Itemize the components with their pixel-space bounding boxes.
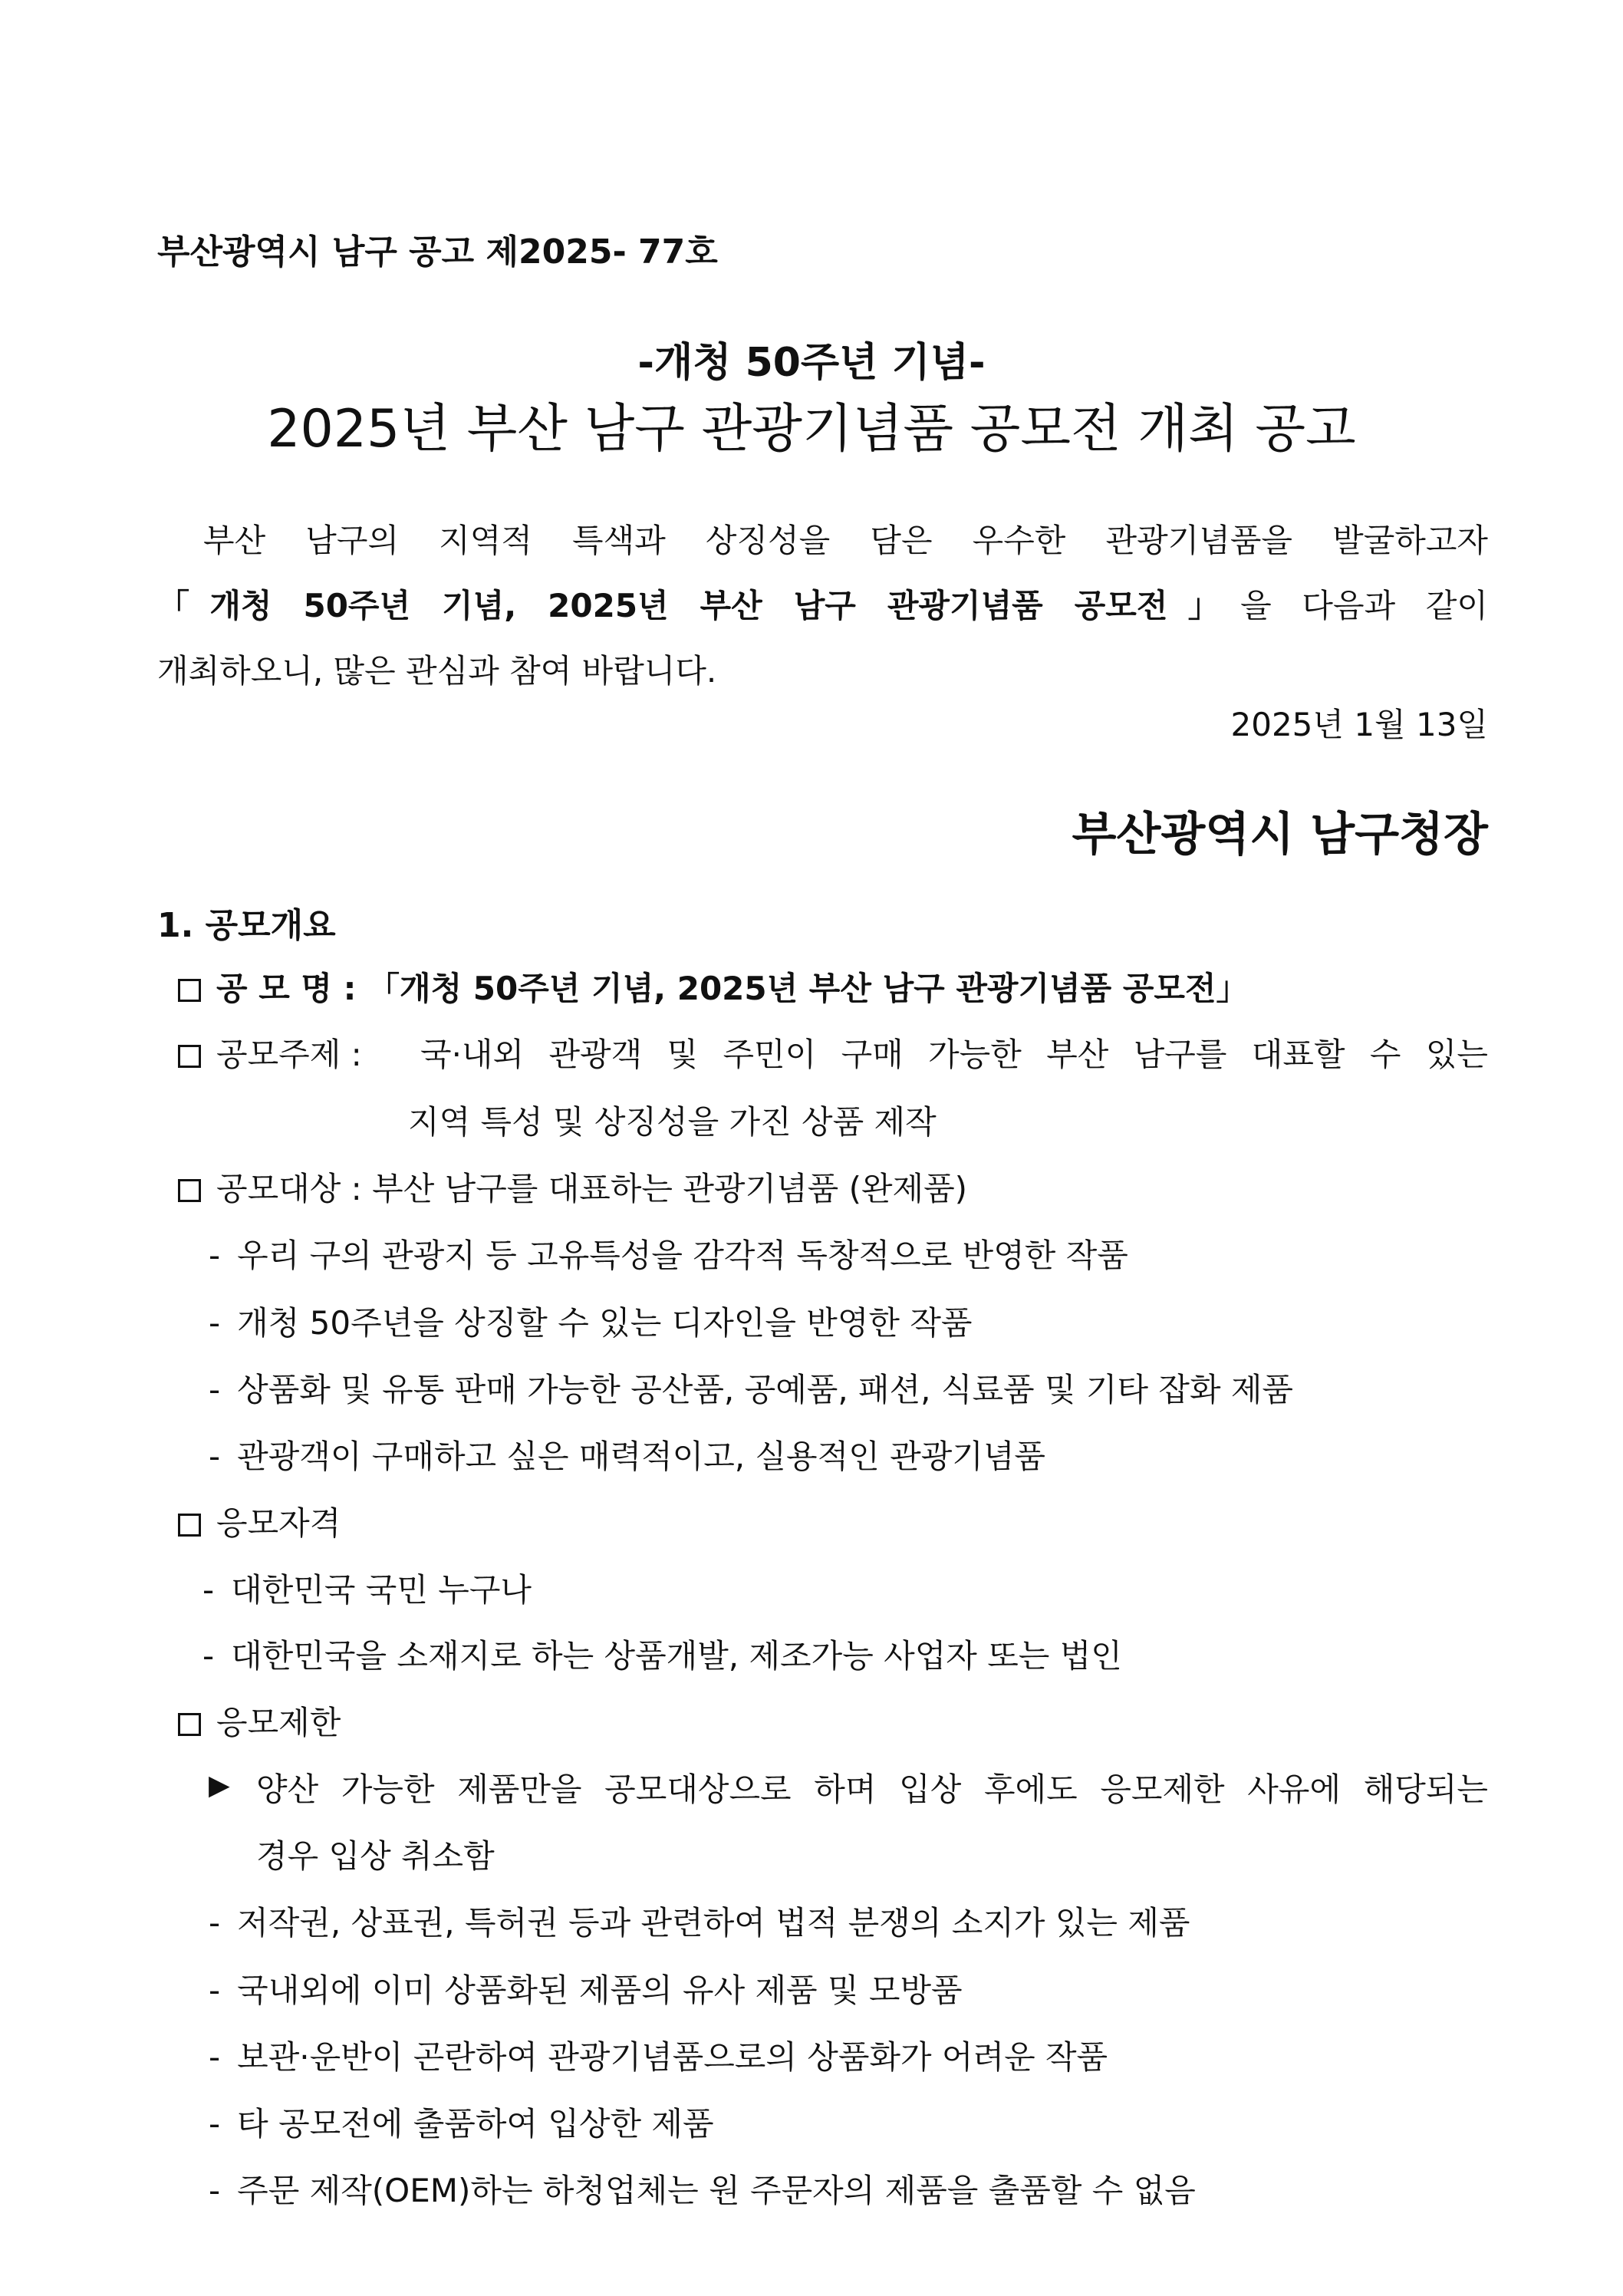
list-item: - 대한민국 국민 누구나	[202, 1571, 532, 1609]
checkbox-square-icon	[178, 979, 201, 1002]
restriction-row: 응모제한	[178, 1698, 341, 1744]
checkbox-square-icon	[178, 1045, 201, 1068]
checkbox-square-icon	[178, 1514, 201, 1537]
page-title: 2025년 부산 남구 관광기념품 공모전 개최 공고	[267, 399, 1356, 460]
checkbox-square-icon	[178, 1713, 201, 1736]
list-item: - 대한민국을 소재지로 하는 상품개발, 제조가능 사업자 또는 법인	[202, 1637, 1122, 1675]
intro-line-2: 「개청 50주년 기념, 2025년 부산 남구 관광기념품 공모전」을 다음과 같이	[157, 587, 1488, 624]
contest-name-row: 공 모 명 : 「개청 50주년 기념, 2025년 부산 남구 관광기념품 공모전」	[178, 964, 1249, 1010]
notice-number: 부산광역시 남구 공고 제2025- 77호	[157, 232, 718, 272]
contest-name-bold: 「개청 50주년 기념, 2025년 부산 남구 관광기념품 공모전」	[157, 587, 1241, 624]
theme-line-2: 지역 특성 및 상징성을 가진 상품 제작	[408, 1103, 937, 1141]
list-item: - 상품화 및 유통 판매 가능한 공산품, 공예품, 패션, 식료품 및 기타 잡화 제품	[209, 1371, 1294, 1408]
intro-paragraph	[157, 508, 1488, 703]
list-item: - 보관·운반이 곤란하여 관광기념품으로의 상품화가 어려운 작품	[209, 2038, 1108, 2076]
theme-row: 공모주제 :	[178, 1029, 362, 1076]
list-item: - 관광객이 구매하고 싶은 매력적이고, 실용적인 관광기념품	[209, 1438, 1045, 1475]
list-item: - 저작권, 상표권, 특허권 등과 관련하여 법적 분쟁의 소지가 있는 제품	[209, 1904, 1190, 1942]
checkbox-square-icon	[178, 1179, 201, 1202]
triangle-bullet-icon: ▶	[209, 1770, 230, 1801]
theme-line-1: 국·내외 관광객 및 주민이 구매 가능한 부산 남구를 대표할 수 있는	[420, 1036, 1488, 1073]
list-item: - 주문 제작(OEM)하는 하청업체는 원 주문자의 제품을 출품할 수 없음	[209, 2172, 1196, 2209]
list-item: - 우리 구의 관광지 등 고유특성을 감각적 독창적으로 반영한 작품	[209, 1237, 1128, 1274]
signer: 부산광역시 남구청장	[1072, 808, 1488, 861]
eligibility-row: 응모자격	[178, 1498, 341, 1544]
notice-date: 2025년 1월 13일	[1230, 706, 1488, 743]
section-heading: 1. 공모개요	[157, 906, 336, 945]
list-item: - 개청 50주년을 상징할 수 있는 디자인을 반영한 작품	[209, 1304, 973, 1342]
target-row: 공모대상 : 부산 남구를 대표하는 관광기념품 (완제품)	[178, 1164, 967, 1210]
intro-line-3: 개최하오니, 많은 관심과 참여 바랍니다.	[157, 652, 717, 690]
list-item: - 타 공모전에 출품하여 입상한 제품	[209, 2105, 714, 2143]
list-item: - 국내외에 이미 상품화된 제품의 유사 제품 및 모방품	[209, 1972, 963, 2009]
subtitle: -개청 50주년 기념-	[637, 340, 986, 386]
restriction-note-line-1: 양산 가능한 제품만을 공모대상으로 하며 입상 후에도 응모제한 사유에 해당되는	[256, 1771, 1488, 1808]
restriction-note-line-2: 경우 입상 취소함	[256, 1837, 495, 1875]
intro-line-1: 부산 남구의 지역적 특색과 상징성을 담은 우수한 관광기념품을 발굴하고자	[203, 522, 1488, 559]
